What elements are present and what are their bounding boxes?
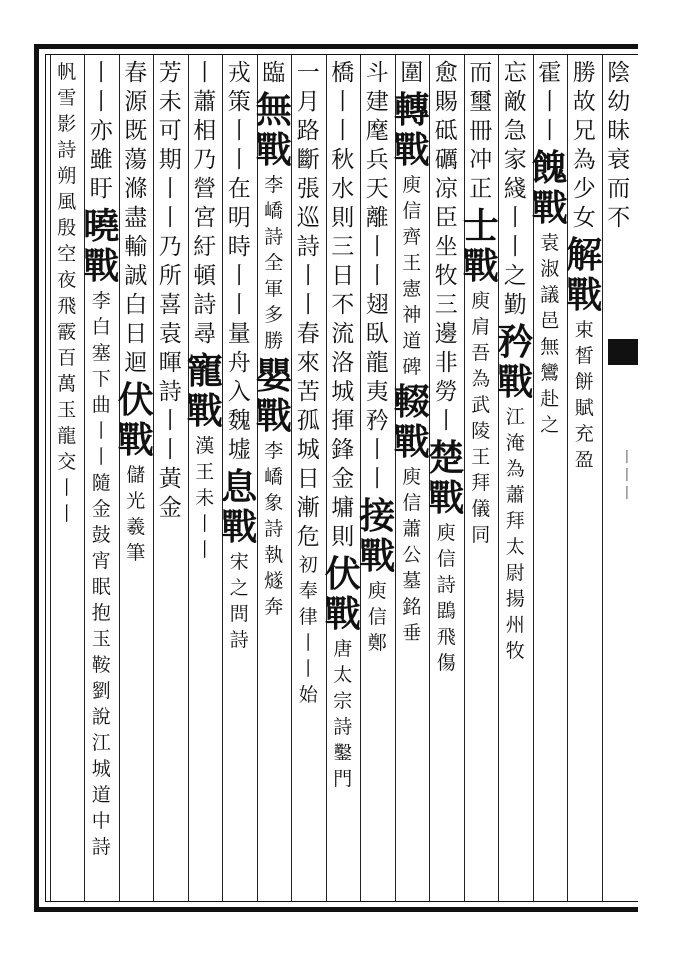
entry-text: 袁 淑 議 邑 無 鸞 赴 之 <box>540 232 560 436</box>
entry-text: 帆 雪 影 詩 朔 風 殷 空 夜 飛 霰 百 萬 玉 龍 交 丨 丨 <box>57 61 77 525</box>
entry-text: 李 嶠 象 詩 執 燧 奔 <box>264 440 284 618</box>
entry-text: 凉 臣 坐 牧 三 邊 非 勞 丨 <box>434 176 458 434</box>
entry-text: 春 源 既 蕩 滌 <box>124 60 148 202</box>
entry-heading: 曉 戰 <box>83 205 120 287</box>
entry-text: 一 月 路 斷 張 巡 詩 丨 丨 春 來 苦 孤 城 日 漸 危 <box>296 60 320 550</box>
entry-text: 庾 信 齊 王 憲 神 道 碑 <box>402 174 422 378</box>
entry-text: 丨 丨 量 舟 入 魏 墟 <box>227 263 251 463</box>
entry-text: 圍 <box>400 60 424 86</box>
entry-text: 儲 光 羲 筆 <box>126 464 146 564</box>
entry-text: 城 道 中 詩 <box>91 758 111 858</box>
entry-text: 束 皙 餅 賦 充 盈 <box>574 319 594 471</box>
entry-heading: 士 戰 <box>462 205 499 287</box>
page-frame <box>34 44 638 912</box>
entry-heading: 楚 戰 <box>428 437 465 519</box>
entry-heading: 矜 戰 <box>497 321 534 403</box>
entry-text: 丨 蕭 相 乃 營 宮 紆 頓 詩 尋 <box>193 60 217 347</box>
entry-heading: 伏 戰 <box>117 379 154 461</box>
entry-text: 庾 肩 吾 為 武 陵 王 拜 儀 同 <box>471 290 491 546</box>
entry-heading: 轉 戰 <box>393 89 430 171</box>
entry-text: 李 白 塞 下 曲 丨 丨 隨 金 鼓 宵 眠 抱 玉 鞍 劉 說 江 <box>91 290 111 754</box>
entry-heading: 接 戰 <box>359 495 396 577</box>
entry-heading: 無 戰 <box>255 89 292 171</box>
entry-text: 霍 丨 丨 <box>538 60 562 144</box>
text-column <box>39 59 95 897</box>
entry-text: 宋 之 問 詩 <box>229 551 249 651</box>
entry-text: 急 家 綫 丨 丨 之 勤 <box>503 118 527 318</box>
entry-text: 斗 建 麾 兵 天 離 丨 丨 <box>365 60 389 289</box>
entry-heading: 餽 戰 <box>531 147 568 229</box>
entry-text: 丨 丨 亦 雖 盱 <box>89 60 113 202</box>
entry-heading: 息 戰 <box>221 466 258 548</box>
entry-heading: 輟 戰 <box>393 381 430 463</box>
entry-text: 臨 <box>262 60 286 86</box>
entry-text: 唐 太 宗 詩 鑿 門 <box>333 638 353 790</box>
edge-mark: 丨 丨 丨 <box>620 450 634 502</box>
entry-text: 芳 未 可 期 丨 丨 乃 所 喜 <box>158 60 182 318</box>
entry-text: 陰 幼 昧 衰 而 不 <box>607 60 631 231</box>
entry-text: 翅 臥 龍 夷 矜 丨 丨 <box>365 292 389 492</box>
entry-text: 盡 輸 誠 白 日 迴 <box>124 205 148 376</box>
page-frame-inner <box>45 54 638 902</box>
entry-text: 庾 信 蕭 公 墓 銘 垂 <box>402 466 422 644</box>
entry-text: 戎 <box>227 60 251 86</box>
entry-text: 李 嶠 詩 全 軍 多 勝 <box>264 174 284 352</box>
entry-text: 庾 信 鄭 <box>367 580 387 654</box>
entry-text: 愈 賜 砥 礪 <box>434 60 458 173</box>
entry-text: 勝 故 兄 為 少 女 <box>572 60 596 231</box>
entry-text: 漢 王 未 丨 丨 <box>195 435 215 561</box>
entry-text: 初 奉 律 丨 丨 始 <box>298 554 318 706</box>
entry-text: 而 璽 冊 冲 正 <box>469 60 493 202</box>
entry-text: 策 丨 丨 在 明 時 <box>227 89 251 260</box>
entry-heading: 嬰 戰 <box>255 355 292 437</box>
entry-text: 橋 丨 丨 秋 水 則 三 日 不 流 洛 城 揮 鋒 金 墉 則 <box>331 60 355 550</box>
entry-text: 庾 信 詩 鵾 飛 傷 <box>436 522 456 674</box>
entry-text: 江 淹 為 蕭 拜 太 尉 揚 州 牧 <box>505 406 525 662</box>
entry-text: 忘 敵 <box>503 60 527 115</box>
edge-tab <box>608 339 638 365</box>
entry-text: 袁 暉 詩 丨 丨 黃 金 <box>158 321 182 521</box>
entry-heading: 寵 戰 <box>186 350 223 432</box>
entry-heading: 解 戰 <box>566 234 603 316</box>
entry-heading: 伏 戰 <box>324 553 361 635</box>
